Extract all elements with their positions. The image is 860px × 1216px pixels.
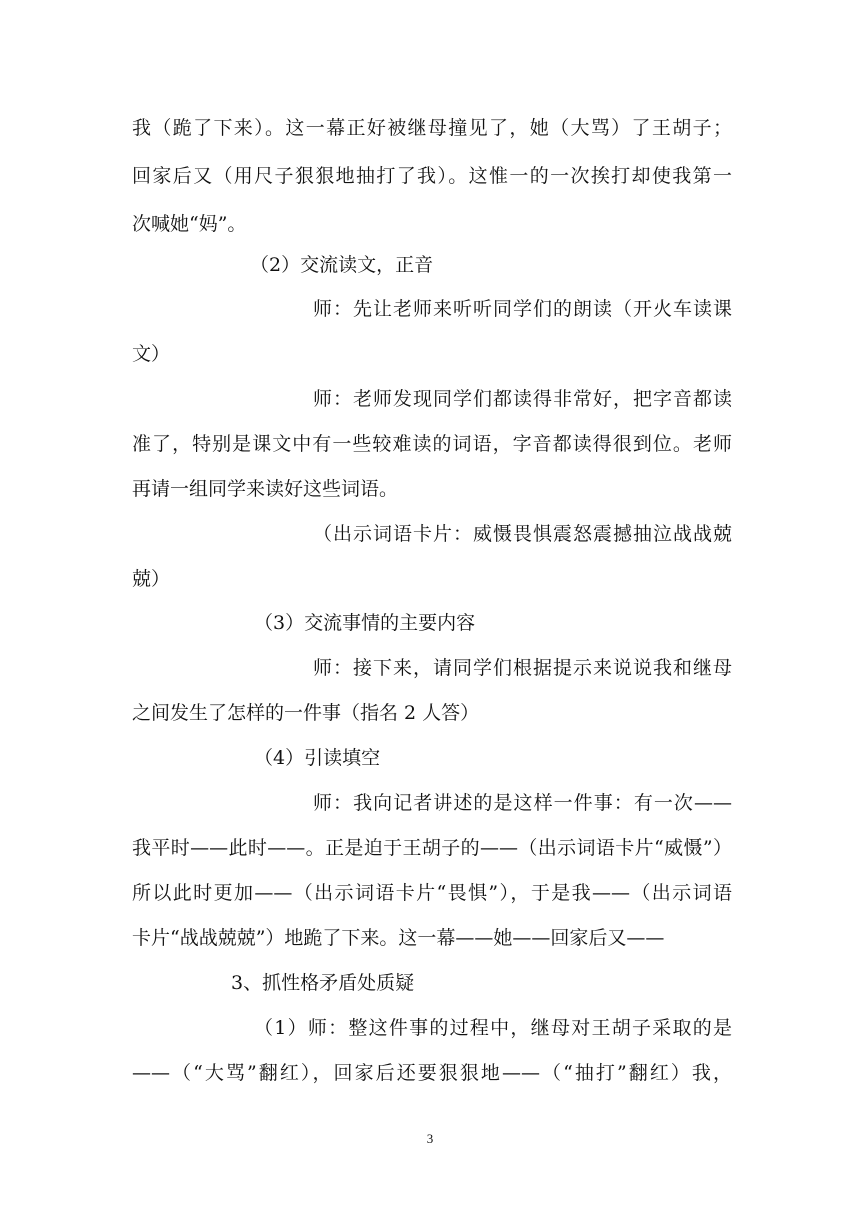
section-heading: （4）引读填空 bbox=[254, 747, 381, 769]
text-line: ——（“大骂”翻红），回家后还要狠狠地——（“抽打”翻红）我， bbox=[132, 1062, 732, 1084]
text-line: 师：先让老师来听听同学们的朗读（开火车读课 bbox=[313, 298, 732, 320]
text-line: 文） bbox=[132, 343, 171, 365]
text-line: 我平时——此时——。正是迫于王胡子的——（出示词语卡片“威慑”） bbox=[132, 837, 732, 859]
text-line: 兢） bbox=[132, 568, 171, 590]
section-heading: 3、抓性格矛盾处质疑 bbox=[231, 972, 415, 994]
text-line: 准了，特别是课文中有一些较难读的词语，字音都读得很到位。老师 bbox=[132, 433, 732, 455]
section-heading: （3）交流事情的主要内容 bbox=[254, 612, 476, 634]
text-line: 所以此时更加——（出示词语卡片“畏惧”），于是我——（出示词语 bbox=[132, 882, 732, 904]
text-line: 回家后又（用尺子狠狠地抽打了我）。这惟一的一次挨打却使我第一 bbox=[132, 165, 732, 187]
text-line: 我（跪了下来）。这一幕正好被继母撞见了，她（大骂）了王胡子； bbox=[132, 117, 732, 139]
section-heading: （2）交流读文，正音 bbox=[250, 254, 434, 276]
text-line: 师：老师发现同学们都读得非常好，把字音都读 bbox=[313, 388, 732, 410]
text-line: （出示词语卡片：威慑畏惧震怒震撼抽泣战战兢 bbox=[313, 523, 732, 545]
text-line: 师：我向记者讲述的是这样一件事：有一次—— bbox=[313, 792, 732, 814]
text-line: 再请一组同学来读好这些词语。 bbox=[132, 478, 399, 500]
page-number: 3 bbox=[426, 1131, 434, 1146]
text-line: 师：接下来，请同学们根据提示来说说我和继母 bbox=[313, 657, 732, 679]
text-line: 之间发生了怎样的一件事（指名 2 人答） bbox=[132, 702, 480, 724]
text-line: 次喊她“妈”。 bbox=[132, 213, 247, 235]
text-line: 卡片“战战兢兢”）地跪了下来。这一幕——她——回家后又—— bbox=[132, 927, 665, 949]
text-line: （1）师：整这件事的过程中，继母对王胡子采取的是 bbox=[254, 1017, 732, 1039]
